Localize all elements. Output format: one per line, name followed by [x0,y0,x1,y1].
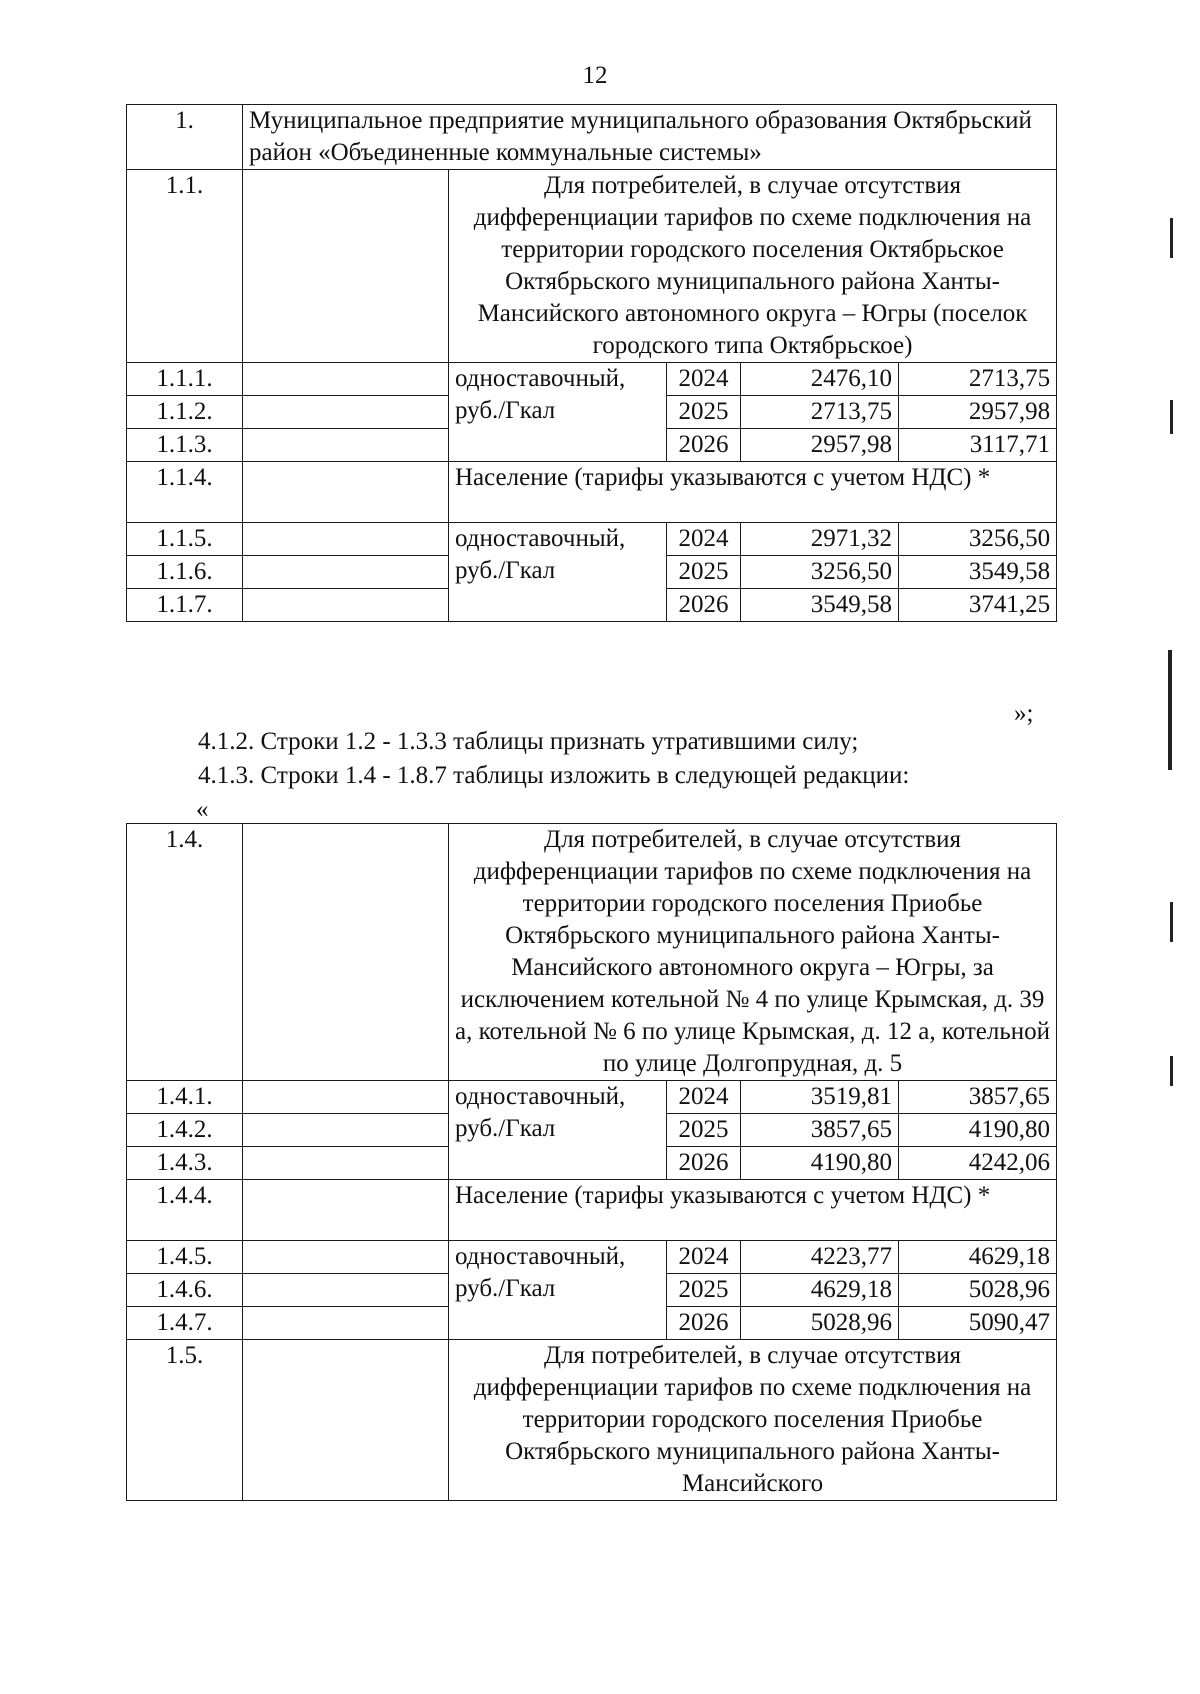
tariff-value-second-half: 2957,98 [899,396,1057,429]
scan-artifact [1170,1056,1173,1086]
tariff-value-first-half: 2713,75 [741,396,899,429]
row-number: 1.4.1. [127,1081,243,1114]
year-cell: 2024 [667,523,741,556]
paragraph-4-1-2: 4.1.2. Строки 1.2 - 1.3.3 таблицы признать утратившими силу; [198,728,859,755]
empty-cell [243,1274,449,1307]
row-number: 1.4.2. [127,1114,243,1147]
population-row [127,462,1057,523]
tariff-kind: одноставочный, руб./Гкал [449,1241,667,1340]
tariff-value-second-half: 5090,47 [899,1307,1057,1340]
row-number: 1.4.3. [127,1147,243,1180]
empty-cell [243,1307,449,1340]
section-description: Для потребителей, в случае отсутствия дифференциации тарифов по схеме подключения на территории городского поселения Приобье Октябрьского муниципального района Ханты-Мансийского [449,1340,1057,1501]
year-cell: 2024 [667,1241,741,1274]
row-number: 1.4.6. [127,1274,243,1307]
tariff-value-first-half: 2957,98 [741,429,899,462]
org-row [127,105,1057,170]
closing-quote: »; [1014,700,1034,727]
year-cell: 2024 [667,1081,741,1114]
empty-cell [243,1114,449,1147]
empty-cell [243,523,449,556]
tariff-value-second-half: 5028,96 [899,1274,1057,1307]
row-number: 1.4.4. [127,1180,243,1241]
row-number: 1.1.7. [127,589,243,622]
row-number: 1.4. [127,824,243,1081]
empty-cell [243,396,449,429]
tariff-value-second-half: 3857,65 [899,1081,1057,1114]
row-number: 1.4.7. [127,1307,243,1340]
year-cell: 2025 [667,1274,741,1307]
section-row [127,170,1057,363]
empty-cell [243,429,449,462]
tariff-value-first-half: 2971,32 [741,523,899,556]
row-number: 1.1.3. [127,429,243,462]
tariff-value-first-half: 2476,10 [741,363,899,396]
table-row [127,1081,1057,1114]
tariff-value-first-half: 4223,77 [741,1241,899,1274]
year-cell: 2026 [667,1147,741,1180]
empty-cell [243,1241,449,1274]
row-number: 1.1. [127,170,243,363]
tariff-value-first-half: 3549,58 [741,589,899,622]
empty-cell [243,170,449,363]
empty-cell [243,824,449,1081]
row-number: 1.1.4. [127,462,243,523]
section-row [127,1340,1057,1501]
scan-artifact [1170,400,1173,434]
empty-cell [243,1180,449,1241]
tariff-value-first-half: 3256,50 [741,556,899,589]
row-number: 1.1.6. [127,556,243,589]
row-number: 1. [127,105,243,170]
tariff-value-second-half: 4629,18 [899,1241,1057,1274]
table-row [127,363,1057,396]
paragraph-4-1-3: 4.1.3. Строки 1.4 - 1.8.7 таблицы изложить в следующей редакции: [198,762,910,789]
page-number: 12 [582,62,608,89]
tariff-table-1 [126,104,1057,622]
scan-artifact [1168,650,1172,770]
year-cell: 2026 [667,1307,741,1340]
row-number: 1.1.2. [127,396,243,429]
scan-artifact [1170,902,1173,942]
tariff-value-first-half: 5028,96 [741,1307,899,1340]
section-row [127,824,1057,1081]
empty-cell [243,556,449,589]
row-number: 1.1.5. [127,523,243,556]
empty-cell [243,1081,449,1114]
year-cell: 2024 [667,363,741,396]
empty-cell [243,462,449,523]
tariff-value-second-half: 3741,25 [899,589,1057,622]
organization-name: Муниципальное предприятие муниципального образования Октябрьский район «Объединенные коммунальные системы» [243,105,1057,170]
section-description: Для потребителей, в случае отсутствия дифференциации тарифов по схеме подключения на территории городского поселения Приобье Октябрьского муниципального района Ханты-Мансийского автономного округа – Югры, за исключением котельной № 4 по улице Крымская, д. 39 а, котельной № 6 по улице Крымская, д. 12 а, котельной по улице Долгопрудная, д. 5 [449,824,1057,1081]
tariff-value-first-half: 3519,81 [741,1081,899,1114]
population-note: Население (тарифы указываются с учетом НДС) * [449,462,1057,523]
tariff-value-first-half: 3857,65 [741,1114,899,1147]
tariff-value-first-half: 4190,80 [741,1147,899,1180]
table-row [127,523,1057,556]
tariff-kind: одноставочный, руб./Гкал [449,523,667,622]
year-cell: 2026 [667,429,741,462]
tariff-table-2 [126,823,1057,1501]
population-note: Население (тарифы указываются с учетом НДС) * [449,1180,1057,1241]
tariff-value-second-half: 4190,80 [899,1114,1057,1147]
tariff-value-second-half: 3117,71 [899,429,1057,462]
tariff-value-second-half: 2713,75 [899,363,1057,396]
population-row [127,1180,1057,1241]
empty-cell [243,589,449,622]
empty-cell [243,363,449,396]
scan-artifact [1170,218,1173,258]
empty-cell [243,1340,449,1501]
tariff-kind: одноставочный, руб./Гкал [449,363,667,462]
tariff-value-first-half: 4629,18 [741,1274,899,1307]
year-cell: 2026 [667,589,741,622]
section-description: Для потребителей, в случае отсутствия дифференциации тарифов по схеме подключения на территории городского поселения Октябрьское Октябрьского муниципального района Ханты-Мансийского автономного округа – Югры (поселок городского типа Октябрьское) [449,170,1057,363]
row-number: 1.5. [127,1340,243,1501]
table-row [127,1241,1057,1274]
year-cell: 2025 [667,396,741,429]
empty-cell [243,1147,449,1180]
year-cell: 2025 [667,556,741,589]
tariff-kind: одноставочный, руб./Гкал [449,1081,667,1180]
row-number: 1.1.1. [127,363,243,396]
opening-quote: « [196,796,209,823]
tariff-value-second-half: 3549,58 [899,556,1057,589]
year-cell: 2025 [667,1114,741,1147]
tariff-value-second-half: 4242,06 [899,1147,1057,1180]
row-number: 1.4.5. [127,1241,243,1274]
tariff-value-second-half: 3256,50 [899,523,1057,556]
